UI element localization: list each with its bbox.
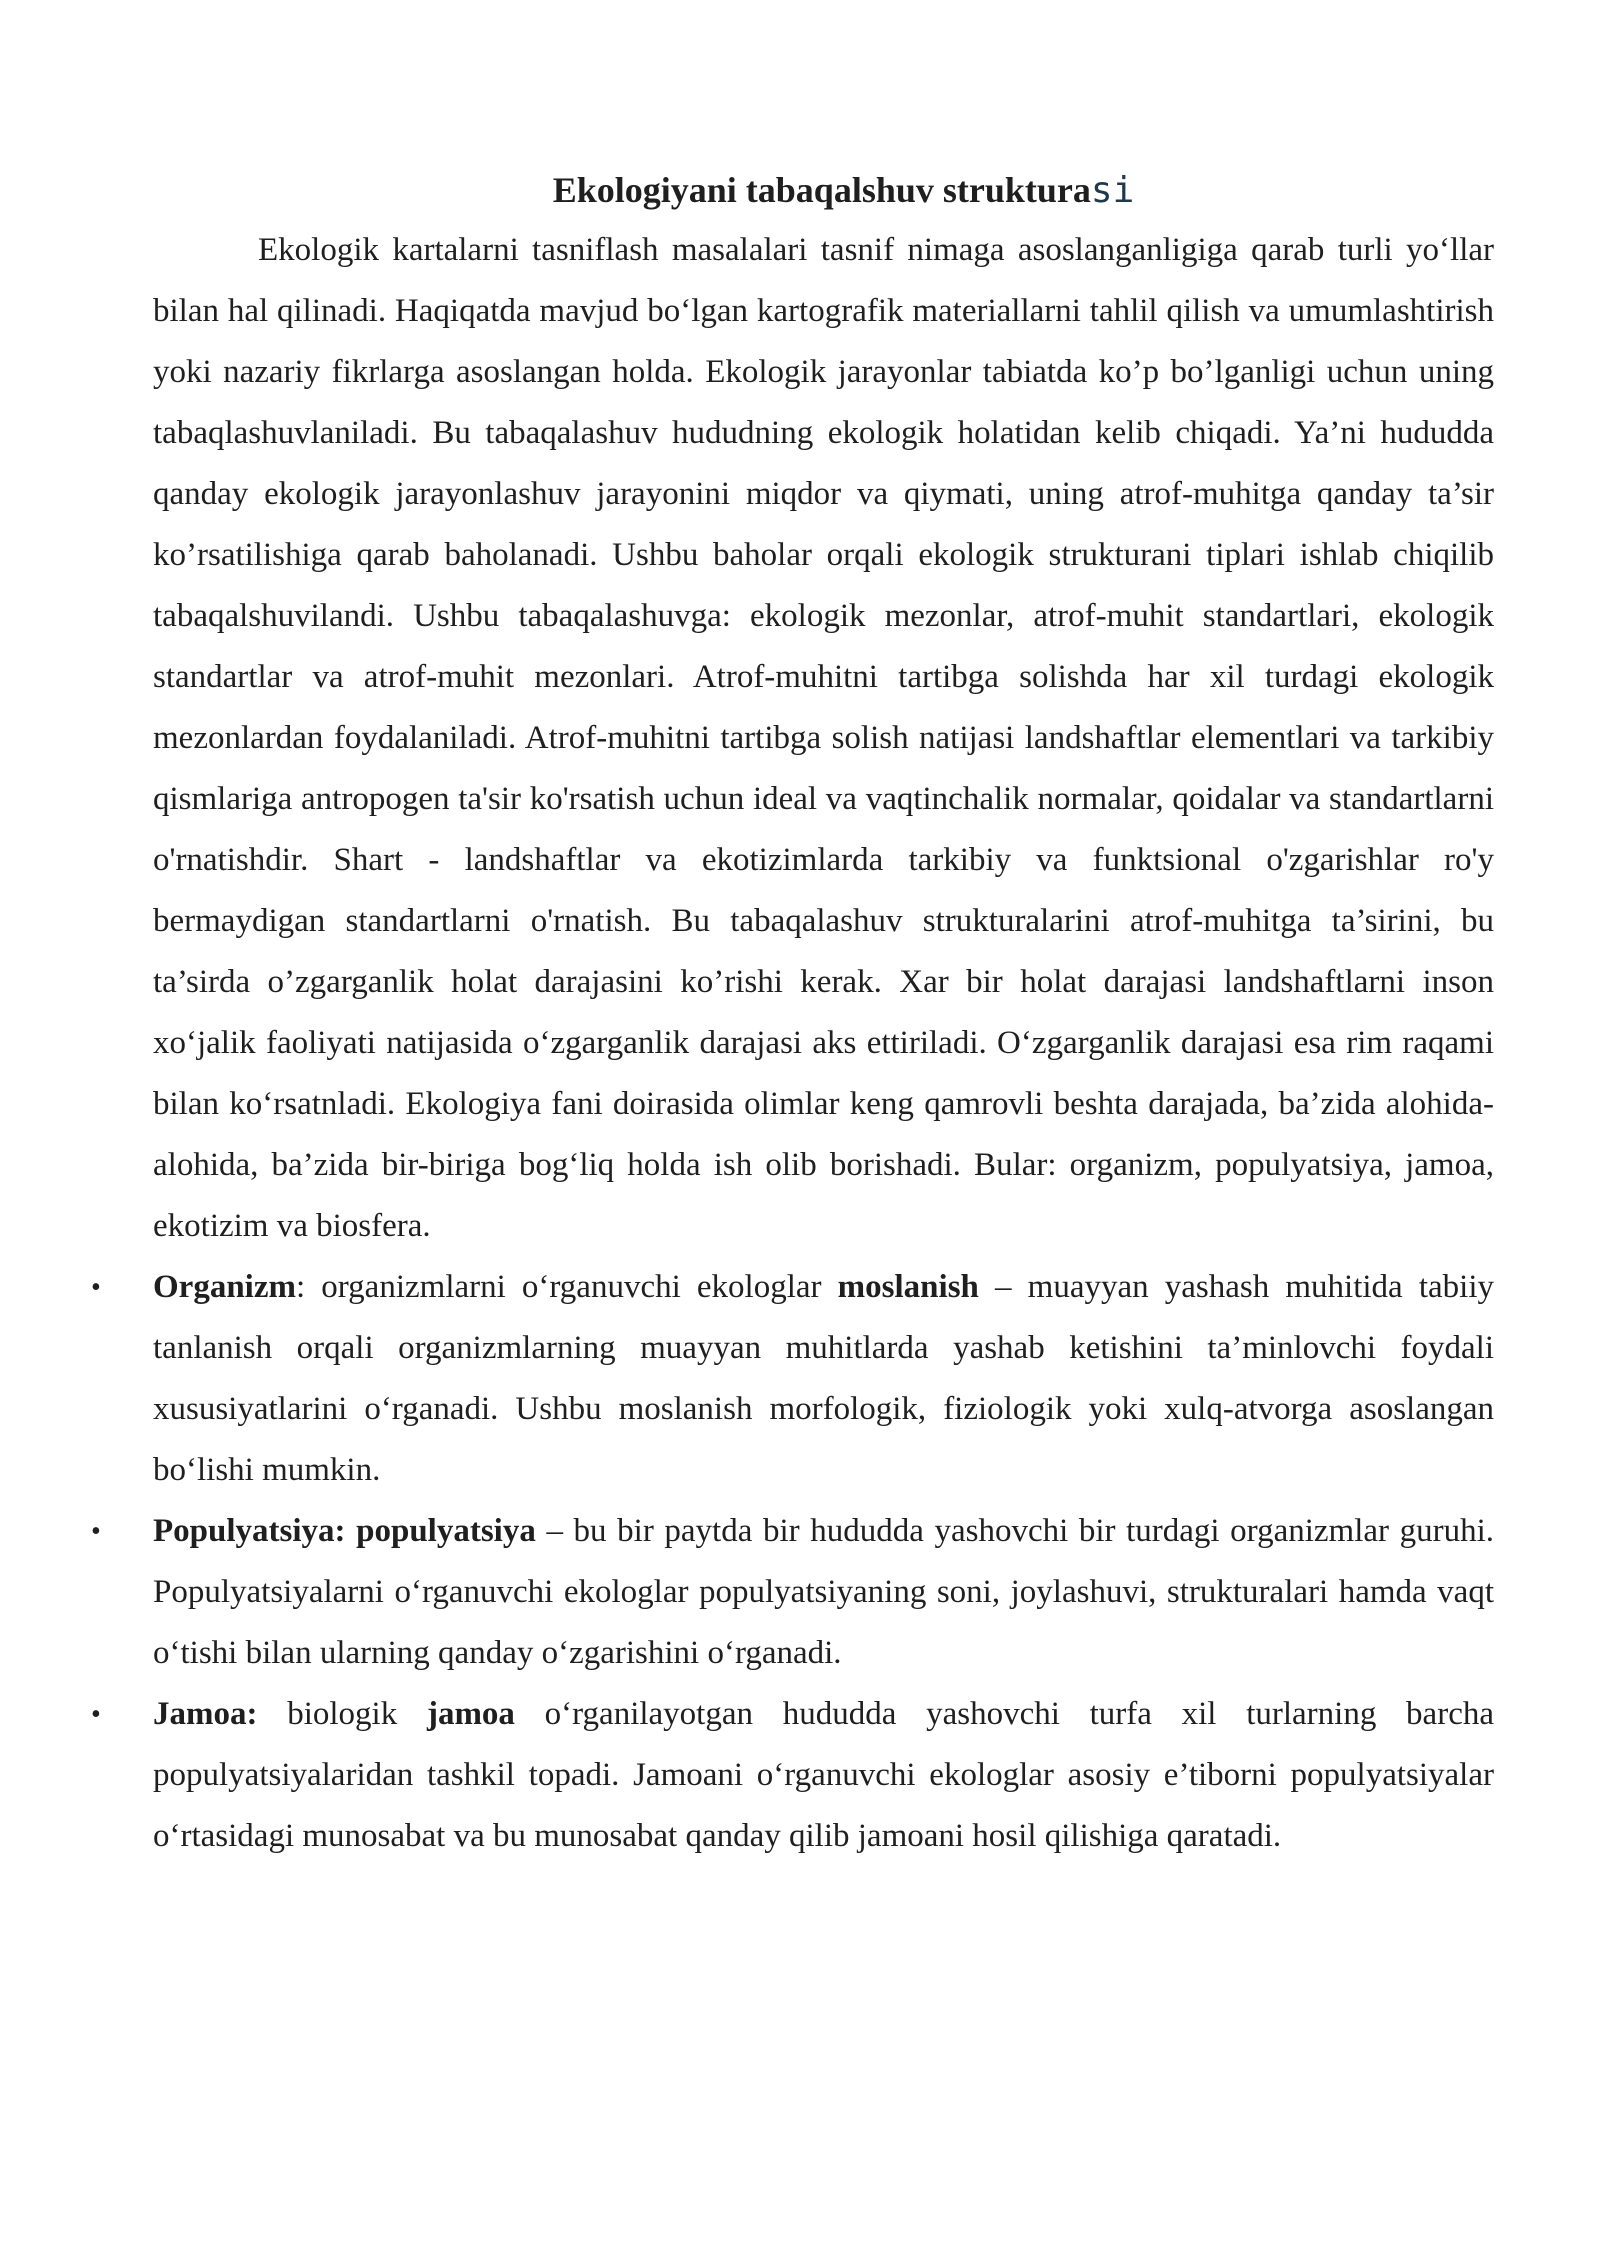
item-text-rest: – muayyan yashash muhitida tabiiy tanlanish orqali organizmlarning muayyan muhitlarda yashab ketishini ta’minlovchi foydali xususiyatlarini o‘rganadi. Ushbu moslanish morfologik, fiziologik yoki xulq-atvorga asoslangan bo‘lishi mumkin.: [153, 1269, 1494, 1488]
list-item-organizm: [91, 1257, 1494, 1501]
bullet-icon: •: [91, 1272, 101, 1303]
bullet-icon: •: [91, 1699, 101, 1730]
term-populyatsiya: Populyatsiya: populyatsiya: [153, 1513, 536, 1549]
term-jamoa: jamoa: [426, 1696, 515, 1732]
item-text-sep: biologik: [257, 1696, 427, 1732]
term-moslanish: moslanish: [837, 1269, 979, 1305]
item-text-rest: o‘rganilayotgan hududda yashovchi turfa xil turlarning barcha populyatsiyalaridan tashkil topadi. Jamoani o‘rganuvchi ekologlar asosiy e’tiborni populyatsiyalar o‘rtasidagi munosabat va bu munosabat qanday qilib jamoani hosil qilishiga qaratadi.: [153, 1696, 1494, 1854]
intro-paragraph: Ekologik kartalarni tasniflash masalalari tasnif nimaga asoslanganligiga qarab turli yo‘llar bilan hal qilinadi. Haqiqatda mavjud bo‘lgan kartografik materiallarni tahlil qilish va umumlashtirish yoki nazariy fikrlarga asoslangan holda. Ekologik jarayonlar tabiatda ko’p bo’lganligi uchun uning tabaqlashuvlaniladi. Bu tabaqalashuv hududning ekologik holatidan kelib chiqadi. Ya’ni hududda qanday ekologik jarayonlashuv jarayonini miqdor va qiymati, uning atrof-muhitga qanday ta’sir ko’rsatilishiga qarab baholanadi. Ushbu baholar orqali ekologik strukturani tiplari ishlab chiqilib tabaqalshuvilandi. Ushbu tabaqalashuvga: ekologik mezonlar, atrof-muhit standartlari, ekologik standartlar va atrof-muhit mezonlari. Atrof-muhitni tartibga solishda har xil turdagi ekologik mezonlardan foydalaniladi. Atrof-muhitni tartibga solish natijasi landshaftlar elementlari va tarkibiy qismlariga antropogen ta'sir ko'rsatish uchun ideal va vaqtinchalik normalar, qoidalar va standartlarni o'rnatishdir. Shart - landshaftlar va ekotizimlarda tarkibiy va funktsional o'zgarishlar ro'y bermaydigan standartlarni o'rnatish. Bu tabaqalashuv strukturalarini atrof-muhitga ta’sirini, bu ta’sirda o’zgarganlik holat darajasini ko’rishi kerak. Xar bir holat darajasi landshaftlarni inson xo‘jalik faoliyati natijasida o‘zgarganlik darajasi aks ettiriladi. O‘zgarganlik darajasi esa rim raqami bilan ko‘rsatnladi. Ekologiya fani doirasida olimlar keng qamrovli beshta darajada, ba’zida alohida-alohida, ba’zida bir-biriga bog‘liq holda ish olib borishadi. Bular: organizm, populyatsiya, jamoa, ekotizim va biosfera.: [153, 232, 1494, 1244]
title-last-letter: si: [1090, 170, 1135, 211]
bullet-icon: •: [91, 1516, 101, 1547]
document-title: [153, 160, 1494, 220]
list-item-populyatsiya: [91, 1501, 1495, 1684]
document-page: [91, 160, 1495, 1867]
levels-list: [91, 1257, 1495, 1867]
term-organizm: Organizm: [153, 1269, 296, 1305]
list-item-jamoa: [91, 1684, 1494, 1867]
item-text-rest: – bu bir paytda bir hududda yashovchi bir turdagi organizmlar guruhi. Populyatsiyalarni o‘rganuvchi ekologlar populyatsiyaning soni, joylashuvi, strukturalari hamda vaqt o‘tishi bilan ularning qanday o‘zgarishini o‘rganadi.: [153, 1513, 1495, 1671]
item-text-sep: : organizmlarni o‘rganuvchi ekologlar: [295, 1269, 838, 1305]
term-jamoa-label: Jamoa:: [153, 1696, 258, 1732]
title-main: Ekologiyani tabaqalshuv struktura: [552, 170, 1091, 210]
